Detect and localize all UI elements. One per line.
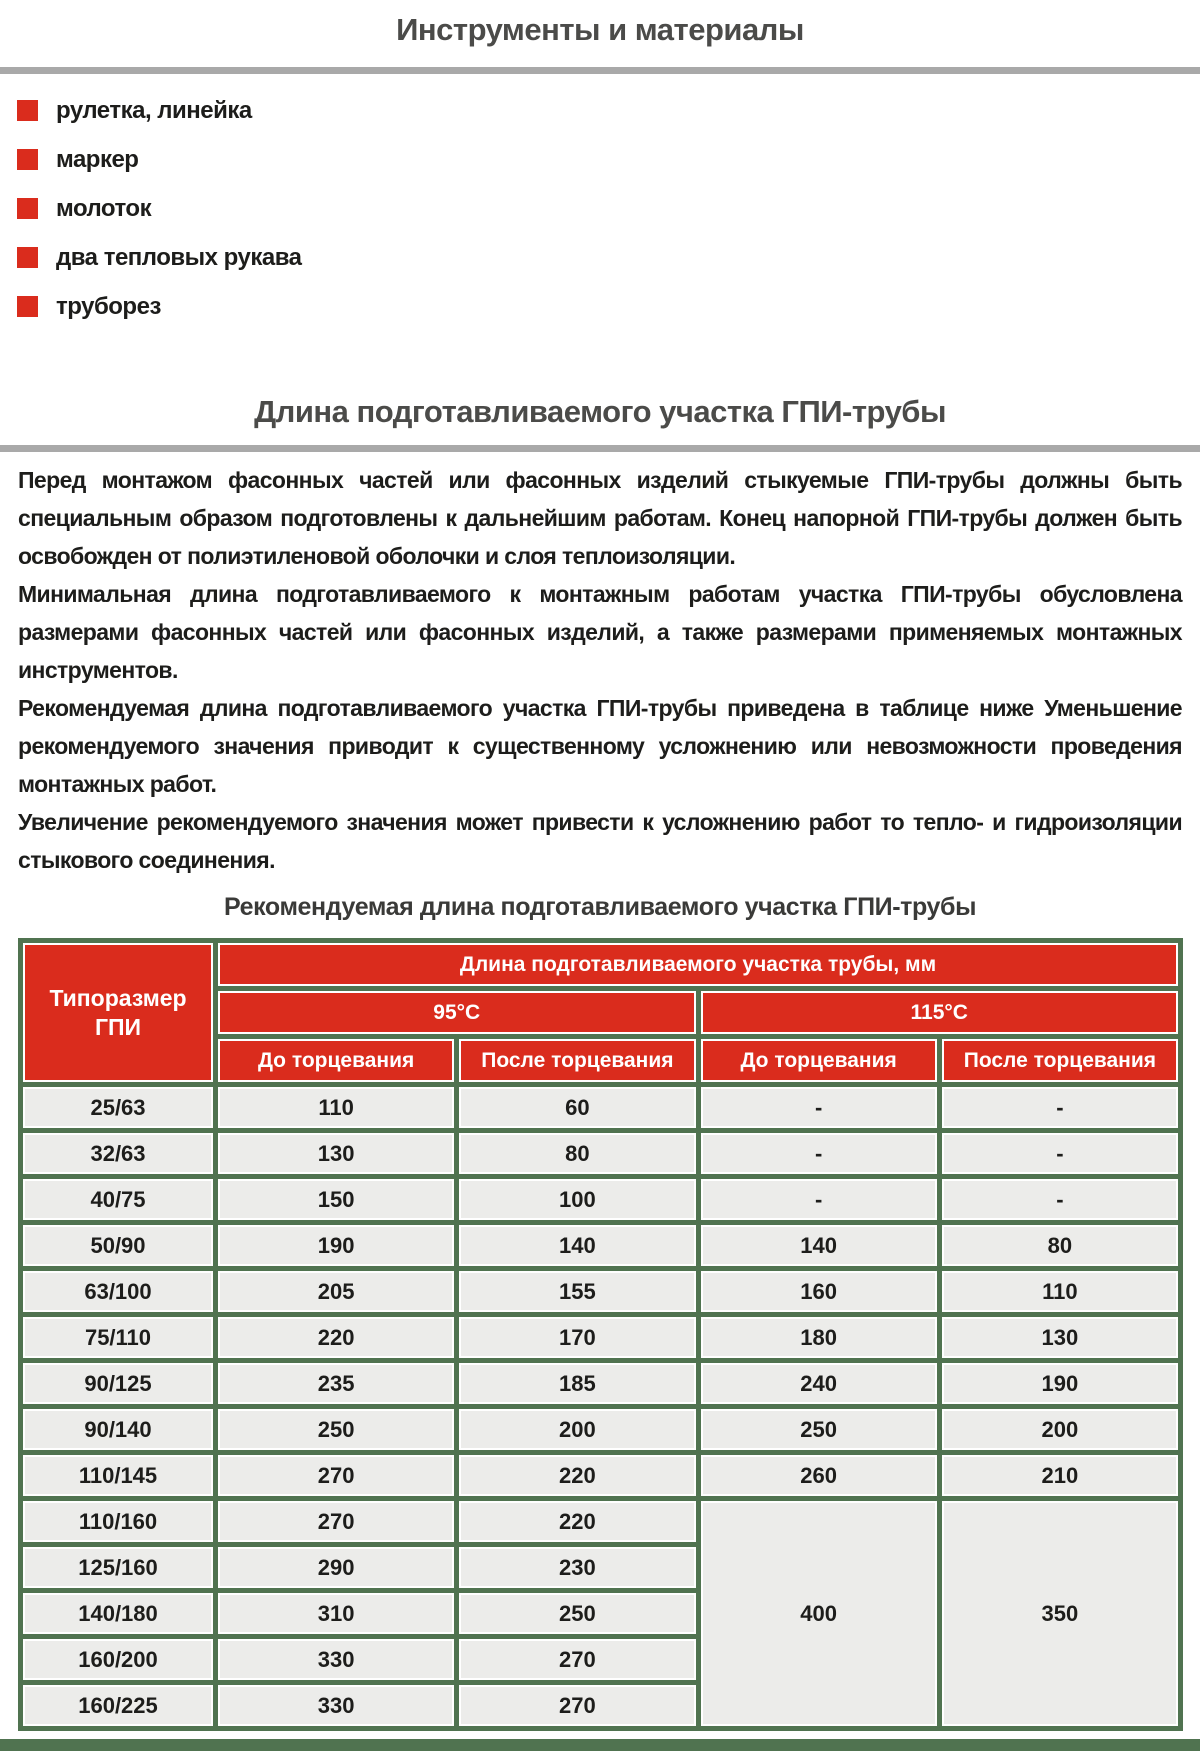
value-cell: 270 xyxy=(459,1685,695,1726)
value-cell: 310 xyxy=(218,1593,454,1634)
value-cell: 140 xyxy=(701,1225,937,1266)
list-item xyxy=(17,184,1183,233)
value-cell: 270 xyxy=(218,1455,454,1496)
value-cell: 230 xyxy=(459,1547,695,1588)
body-text xyxy=(18,461,1182,879)
value-cell: 270 xyxy=(459,1639,695,1680)
tools-list xyxy=(17,86,1183,331)
section-title-tools: Инструменты и материалы xyxy=(396,12,804,47)
size-cell: 40/75 xyxy=(23,1179,213,1220)
header-cell-size: Типоразмер ГПИ xyxy=(23,943,213,1082)
list-item xyxy=(17,86,1183,135)
bullet-square-icon xyxy=(17,198,38,219)
value-cell: 290 xyxy=(218,1547,454,1588)
value-cell: 200 xyxy=(942,1409,1178,1450)
value-cell: 130 xyxy=(942,1317,1178,1358)
size-cell: 90/140 xyxy=(23,1409,213,1450)
bottom-green-strip xyxy=(0,1739,1200,1751)
size-cell: 125/160 xyxy=(23,1547,213,1588)
bullet-square-icon xyxy=(17,100,38,121)
value-cell: 60 xyxy=(459,1087,695,1128)
header-cell-top: Длина подготавливаемого участка трубы, мм xyxy=(218,943,1178,986)
value-cell: 155 xyxy=(459,1271,695,1312)
tool-label: рулетка, линейка xyxy=(56,96,252,124)
value-cell: 110 xyxy=(218,1087,454,1128)
size-cell: 160/225 xyxy=(23,1685,213,1726)
value-cell: - xyxy=(701,1087,937,1128)
size-cell: 110/160 xyxy=(23,1501,213,1542)
value-cell: 240 xyxy=(701,1363,937,1404)
value-cell: 150 xyxy=(218,1179,454,1220)
value-cell: 190 xyxy=(942,1363,1178,1404)
tool-label: молоток xyxy=(56,194,152,222)
section-title-length: Длина подготавливаемого участка ГПИ-трубы xyxy=(254,394,946,429)
value-cell: 140 xyxy=(459,1225,695,1266)
header-cell-before: До торцевания xyxy=(218,1039,454,1082)
value-cell: 260 xyxy=(701,1455,937,1496)
value-cell: 110 xyxy=(942,1271,1178,1312)
table-row xyxy=(23,1271,1178,1312)
table-title: Рекомендуемая длина подготавливаемого участка ГПИ-трубы xyxy=(223,893,977,921)
value-cell: 220 xyxy=(459,1455,695,1496)
header-cell-after: После торцевания xyxy=(942,1039,1178,1082)
value-cell: 130 xyxy=(218,1133,454,1174)
value-cell: - xyxy=(701,1179,937,1220)
value-cell: 220 xyxy=(218,1317,454,1358)
size-cell: 110/145 xyxy=(23,1455,213,1496)
paragraph: Увеличение рекомендуемого значения может привести к усложнению работ то тепло- и гидроизоляции стыкового соединения. xyxy=(18,809,1182,873)
value-cell: 200 xyxy=(459,1409,695,1450)
table-row xyxy=(23,1455,1178,1496)
value-cell: 100 xyxy=(459,1179,695,1220)
size-cell: 140/180 xyxy=(23,1593,213,1634)
merged-value-cell: 400 xyxy=(701,1501,937,1726)
table-row xyxy=(23,1409,1178,1450)
value-cell: 180 xyxy=(701,1317,937,1358)
value-cell: 235 xyxy=(218,1363,454,1404)
tool-label: два тепловых рукава xyxy=(56,243,302,271)
size-cell: 32/63 xyxy=(23,1133,213,1174)
value-cell: - xyxy=(942,1133,1178,1174)
table-row xyxy=(23,1317,1178,1358)
bullet-square-icon xyxy=(17,247,38,268)
list-item xyxy=(17,233,1183,282)
table-row xyxy=(23,1133,1178,1174)
value-cell: - xyxy=(701,1133,937,1174)
value-cell: 80 xyxy=(942,1225,1178,1266)
size-cell: 50/90 xyxy=(23,1225,213,1266)
value-cell: 190 xyxy=(218,1225,454,1266)
merged-value-cell: 350 xyxy=(942,1501,1178,1726)
value-cell: 270 xyxy=(218,1501,454,1542)
table-body xyxy=(23,1087,1178,1726)
value-cell: 220 xyxy=(459,1501,695,1542)
table-row xyxy=(23,1363,1178,1404)
value-cell: 250 xyxy=(701,1409,937,1450)
table-row xyxy=(23,1087,1178,1128)
bullet-square-icon xyxy=(17,149,38,170)
table-row xyxy=(23,1179,1178,1220)
size-cell: 90/125 xyxy=(23,1363,213,1404)
value-cell: - xyxy=(942,1087,1178,1128)
table-header-row xyxy=(23,943,1178,986)
value-cell: 250 xyxy=(459,1593,695,1634)
value-cell: 250 xyxy=(218,1409,454,1450)
value-cell: 80 xyxy=(459,1133,695,1174)
section-divider-1 xyxy=(0,67,1200,74)
value-cell: 210 xyxy=(942,1455,1178,1496)
size-cell: 75/110 xyxy=(23,1317,213,1358)
value-cell: 185 xyxy=(459,1363,695,1404)
value-cell: - xyxy=(942,1179,1178,1220)
value-cell: 205 xyxy=(218,1271,454,1312)
table-row xyxy=(23,1225,1178,1266)
size-cell: 63/100 xyxy=(23,1271,213,1312)
header-cell-temp-115: 115°С xyxy=(701,991,1179,1034)
tool-label: труборез xyxy=(56,292,161,320)
list-item xyxy=(17,135,1183,184)
list-item xyxy=(17,282,1183,331)
value-cell: 160 xyxy=(701,1271,937,1312)
value-cell: 330 xyxy=(218,1639,454,1680)
tool-label: маркер xyxy=(56,145,139,173)
value-cell: 330 xyxy=(218,1685,454,1726)
size-cell: 160/200 xyxy=(23,1639,213,1680)
paragraph: Рекомендуемая длина подготавливаемого участка ГПИ-трубы приведена в таблице ниже Уменьшение рекомендуемого значения приводит к существенному усложнению или невозможности проведения монтажных работ. xyxy=(18,695,1182,797)
paragraph: Перед монтажом фасонных частей или фасонных изделий стыкуемые ГПИ-трубы должны быть специальным образом подготовлены к дальнейшим работам. Конец напорной ГПИ-трубы должен быть освобожден от полиэтиленовой оболочки и слоя теплоизоляции. xyxy=(18,467,1182,569)
paragraph: Минимальная длина подготавливаемого к монтажным работам участка ГПИ-трубы обусловлена размерами фасонных частей или фасонных изделий, а также размерами применяемых монтажных инструментов. xyxy=(18,581,1182,683)
size-cell: 25/63 xyxy=(23,1087,213,1128)
header-cell-before: До торцевания xyxy=(701,1039,937,1082)
table-header xyxy=(23,943,1178,1082)
pipe-length-table xyxy=(18,938,1183,1731)
bullet-square-icon xyxy=(17,296,38,317)
header-cell-after: После торцевания xyxy=(459,1039,695,1082)
section-divider-2 xyxy=(0,445,1200,452)
header-cell-temp-95: 95°С xyxy=(218,991,696,1034)
table-row xyxy=(23,1501,1178,1542)
value-cell: 170 xyxy=(459,1317,695,1358)
